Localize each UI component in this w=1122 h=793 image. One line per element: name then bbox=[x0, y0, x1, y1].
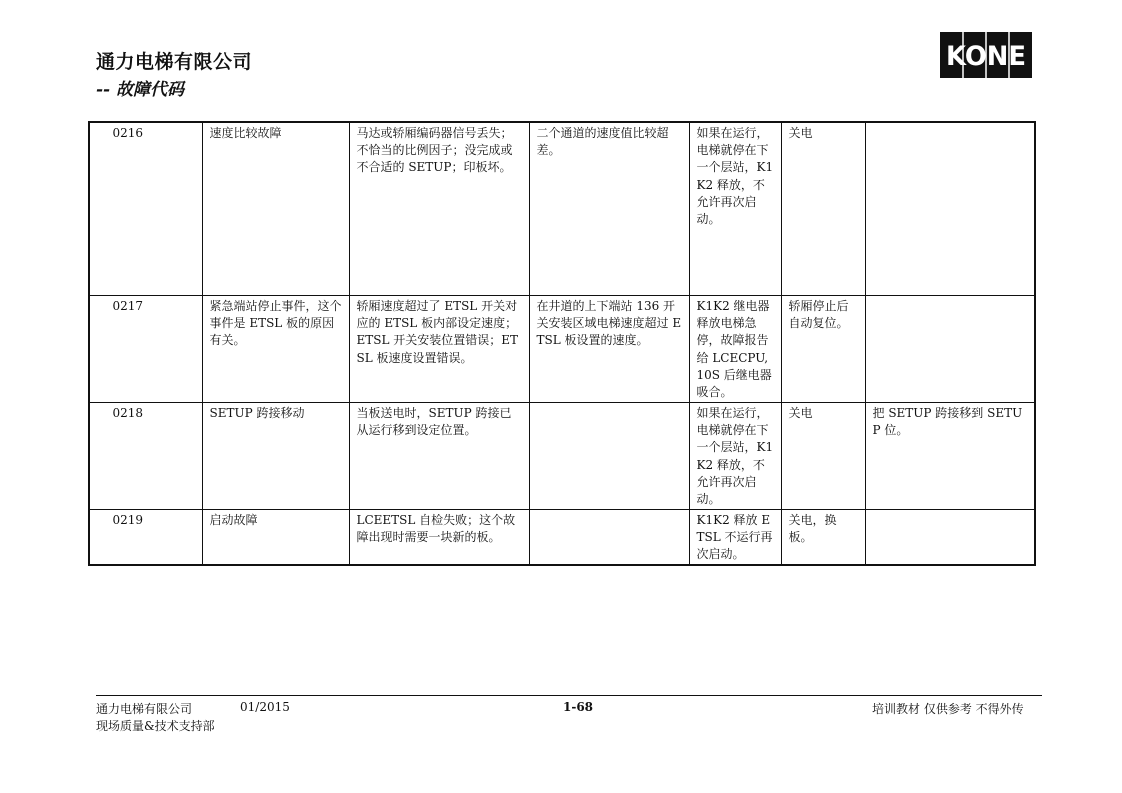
fault-condition: 在井道的上下端站 136 开关安装区域电梯速度超过 ETSL 板设置的速度。 bbox=[529, 296, 689, 403]
fault-remedy bbox=[865, 510, 1035, 565]
fault-remedy bbox=[865, 122, 1035, 296]
fault-condition bbox=[529, 510, 689, 565]
document-subtitle: -- 故障代码 bbox=[96, 80, 185, 100]
page-number: 1-68 bbox=[563, 700, 594, 714]
footer-notice: 培训教材 仅供参考 不得外传 bbox=[872, 702, 1024, 716]
table-row bbox=[89, 403, 1035, 510]
fault-recovery: 轿厢停止后自动复位。 bbox=[781, 296, 865, 403]
fault-code: 0217 bbox=[89, 296, 202, 403]
fault-name: 紧急端站停止事件，这个事件是 ETSL 板的原因有关。 bbox=[202, 296, 349, 403]
fault-code: 0216 bbox=[89, 122, 202, 296]
table-row bbox=[89, 122, 1035, 296]
fault-action: K1K2 释放 ETSL 不运行再次启动。 bbox=[689, 510, 781, 565]
fault-action: K1K2 继电器释放电梯急停，故障报告给 LCECPU, 10S 后继电器吸合。 bbox=[689, 296, 781, 403]
fault-action: 如果在运行，电梯就停在下一个层站，K1K2 释放，不允许再次启动。 bbox=[689, 403, 781, 510]
fault-name: 速度比较故障 bbox=[202, 122, 349, 296]
fault-condition: 二个通道的速度值比较超差。 bbox=[529, 122, 689, 296]
fault-remedy bbox=[865, 296, 1035, 403]
fault-cause: LCEETSL 自检失败；这个故障出现时需要一块新的板。 bbox=[349, 510, 529, 565]
fault-name: SETUP 跨接移动 bbox=[202, 403, 349, 510]
footer-department: 现场质量&技术支持部 bbox=[96, 719, 215, 733]
fault-cause: 马达或轿厢编码器信号丢失；不恰当的比例因子；没完成或不合适的 SETUP；印板坏。 bbox=[349, 122, 529, 296]
kone-logo bbox=[940, 32, 1032, 78]
fault-code: 0219 bbox=[89, 510, 202, 565]
fault-recovery: 关电 bbox=[781, 403, 865, 510]
fault-cause: 轿厢速度超过了 ETSL 开关对应的 ETSL 板内部设定速度；ETSL 开关安装位置错误；ETSL 板速度设置错误。 bbox=[349, 296, 529, 403]
fault-remedy: 把 SETUP 跨接移到 SETUP 位。 bbox=[865, 403, 1035, 510]
company-title: 通力电梯有限公司 bbox=[96, 51, 253, 73]
fault-name: 启动故障 bbox=[202, 510, 349, 565]
fault-cause: 当板送电时，SETUP 跨接已从运行移到设定位置。 bbox=[349, 403, 529, 510]
fault-recovery: 关电，换板。 bbox=[781, 510, 865, 565]
table-row bbox=[89, 510, 1035, 565]
fault-condition bbox=[529, 403, 689, 510]
fault-code: 0218 bbox=[89, 403, 202, 510]
footer-divider bbox=[96, 695, 1042, 696]
table-row bbox=[89, 296, 1035, 403]
logo-text: KONE bbox=[946, 41, 1026, 72]
fault-action: 如果在运行，电梯就停在下一个层站，K1K2 释放，不允许再次启动。 bbox=[689, 122, 781, 296]
fault-recovery: 关电 bbox=[781, 122, 865, 296]
footer-date: 01/2015 bbox=[240, 700, 290, 714]
fault-code-table bbox=[88, 121, 1036, 566]
footer-company: 通力电梯有限公司 bbox=[96, 702, 193, 716]
